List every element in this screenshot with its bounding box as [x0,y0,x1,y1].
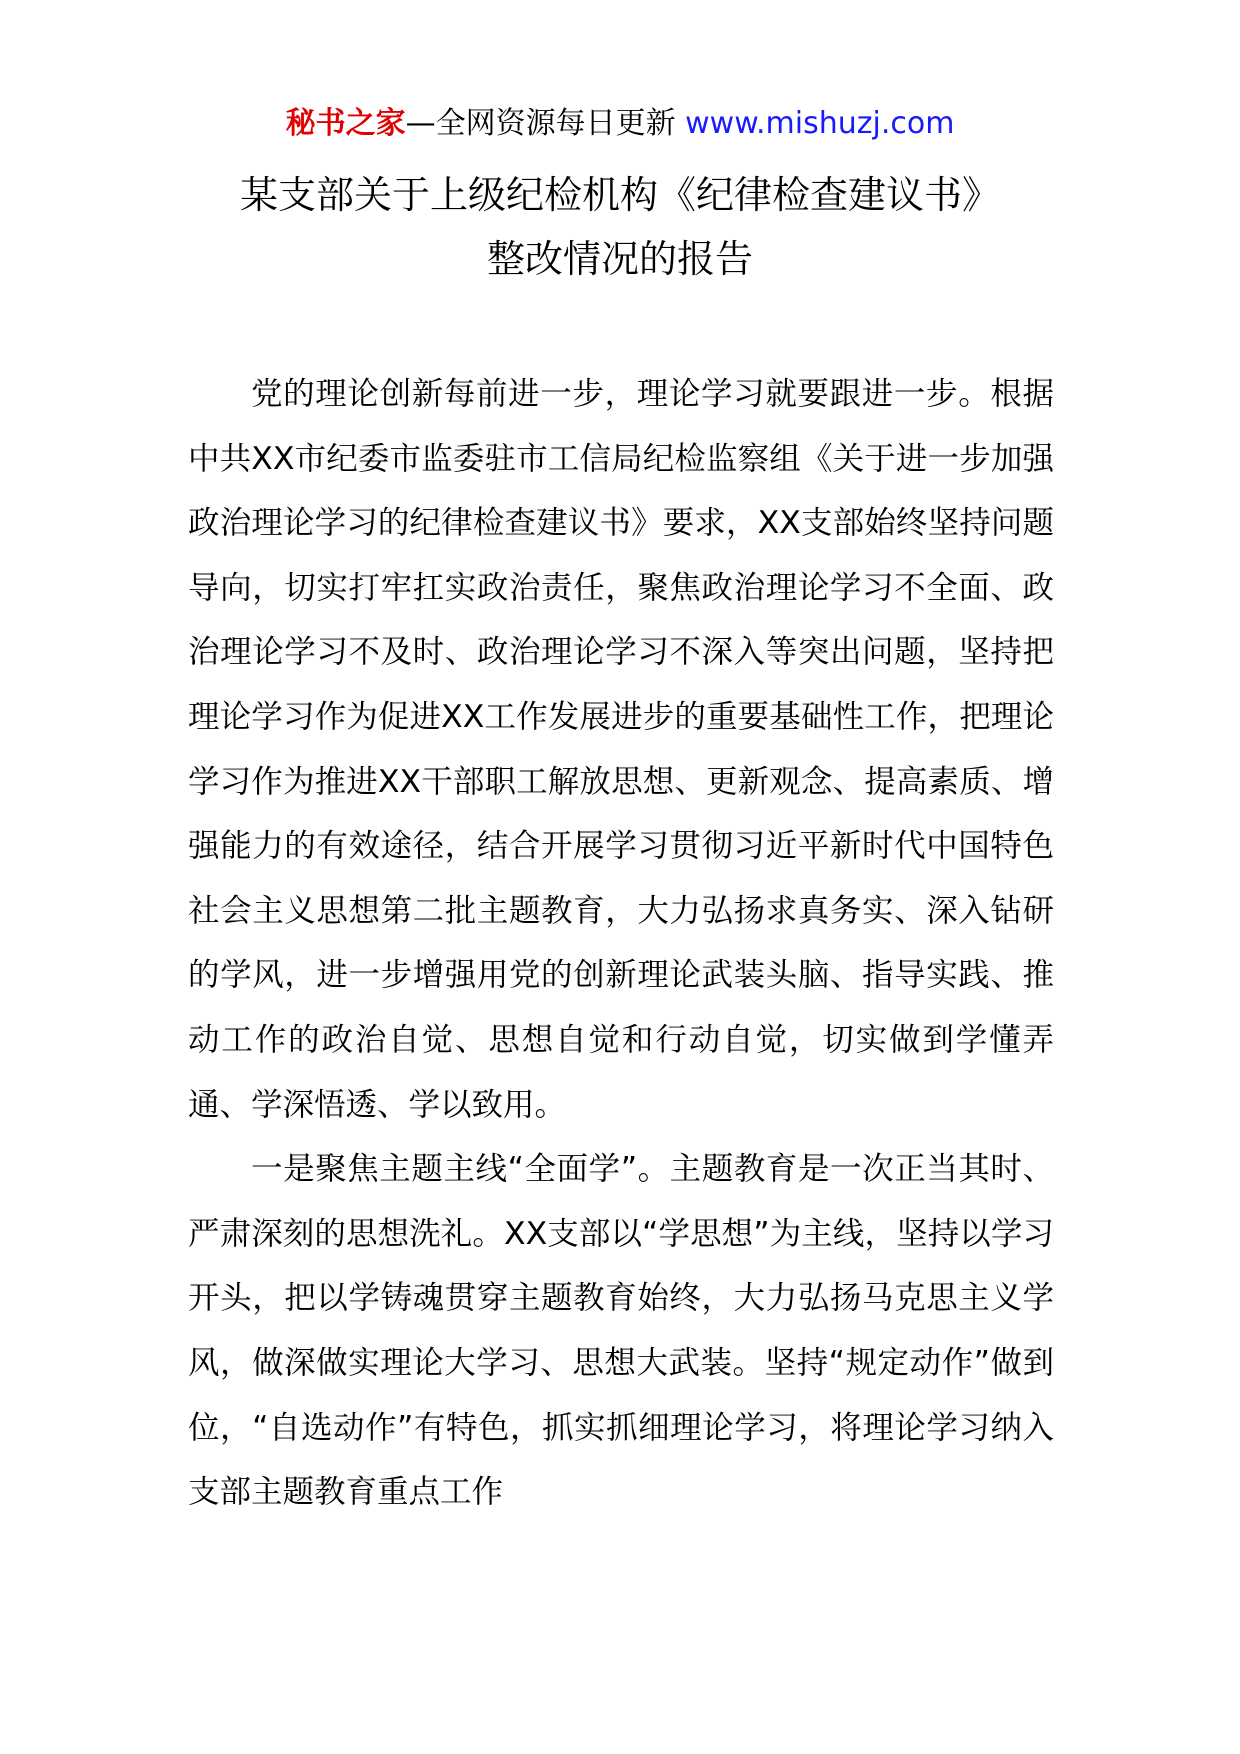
document-title-line-1: 某支部关于上级纪检机构《纪律检查建议书》 [239,173,1000,217]
body-paragraph-2: 一是聚焦主题主线“全面学”。主题教育是一次正当其时、严肃深刻的思想洗礼。XX支部以“学思想”为主线，坚持以学习开头，把以学铸魂贯穿主题教育始终，大力弘扬马克思主义学风，做深做实理论大学习、思想大武装。坚持“规定动作”做到位，“自选动作”有特色，抓实抓细理论学习，将理论学习纳入支部主题教育重点工作 [188,1151,1054,1511]
brand-name: 秘书之家 [285,106,406,141]
header-tagline: —全网资源每日更新 [405,106,686,141]
document-title-line-2: 整改情况的报告 [486,237,753,281]
document-body [188,362,1054,1525]
body-paragraph-1: 党的理论创新每前进一步，理论学习就要跟进一步。根据中共XX市纪委市监委驻市工信局纪检监察组《关于进一步加强政治理论学习的纪律检查建议书》要求，XX支部始终坚持问题导向，切实打牢扛实政治责任，聚焦政治理论学习不全面、政治理论学习不及时、政治理论学习不深入等突出问题，坚持把理论学习作为促进XX工作发展进步的重要基础性工作，把理论学习作为推进XX干部职工解放思想、更新观念、提高素质、增强能力的有效途径，结合开展学习贯彻习近平新时代中国特色社会主义思想第二批主题教育，大力弘扬求真务实、深入钻研的学风，进一步增强用党的创新理论武装头脑、指导实践、推动工作的政治自觉、思想自觉和行动自觉，切实做到学懂弄通、学深悟透、学以致用。 [188,376,1054,1123]
site-url[interactable]: www.mishuzj.com [685,106,955,141]
site-header [0,104,1240,144]
